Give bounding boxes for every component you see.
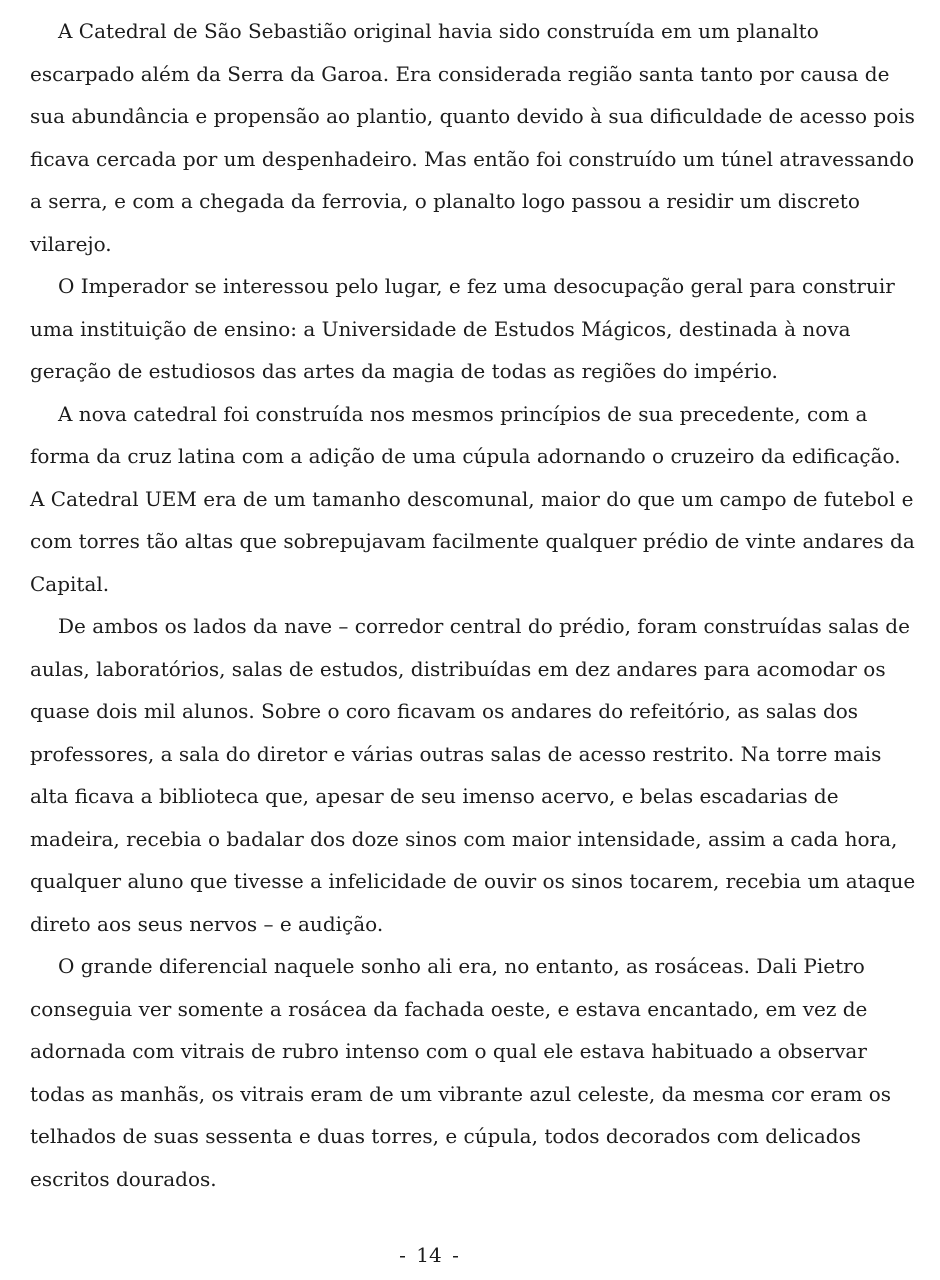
page-number: - 14 - (399, 1243, 459, 1267)
paragraph-4: De ambos os lados da nave – corredor central do prédio, foram construídas salas de aulas, laboratórios, salas de estudos, distribuídas em dez andares para acomodar os quase dois mil alunos. Sobre o coro ficavam os andares do refeitório, as salas dos professores, a sala do diretor e várias outras salas de acesso restrito. Na torre mais alta ficava a biblioteca que, apesar de seu imenso acervo, e belas escadarias de madeira, recebia o badalar dos doze sinos com maior intensidade, assim a cada hora, qualquer aluno que tivesse a infelicidade de ouvir os sinos tocarem, recebia um ataque direto aos seus nervos – e audição. (30, 614, 916, 936)
paragraph-5: O grande diferencial naquele sonho ali era, no entanto, as rosáceas. Dali Pietro conseguia ver somente a rosácea da fachada oeste, e estava encantado, em vez de adornada com vitrais de rubro intenso com o qual ele estava habituado a observar todas as manhãs, os vitrais eram de um vibrante azul celeste, da mesma cor eram os telhados de suas sessenta e duas torres, e cúpula, todos decorados com delicados escritos dourados. (30, 954, 892, 1191)
paragraph-3: A nova catedral foi construída nos mesmos princípios de sua precedente, com a forma da cruz latina com a adição de uma cúpula adornando o cruzeiro da edificação. A Catedral UEM era de um tamanho descomunal, maior do que um campo de futebol e com torres tão altas que sobrepujavam facilmente qualquer prédio de vinte andares da Capital. (30, 401, 915, 596)
paragraph-1: A Catedral de São Sebastião original havia sido construída em um planalto escarpado além da Serra da Garoa. Era considerada região santa tanto por causa de sua abundância e propensão ao plantio, quanto devido à sua dificuldade de acesso pois ficava cercada por um despenhadeiro. Mas então foi construído um túnel atravessando a serra, e com a chegada da ferrovia, o planalto logo passou a residir um discreto vilarejo. (30, 19, 915, 256)
page-body (30, 10, 918, 1200)
paragraph-2: O Imperador se interessou pelo lugar, e fez uma desocupação geral para construir uma instituição de ensino: a Universidade de Estudos Mágicos, destinada à nova geração de estudiosos das artes da magia de todas as regiões do império. (30, 274, 895, 383)
